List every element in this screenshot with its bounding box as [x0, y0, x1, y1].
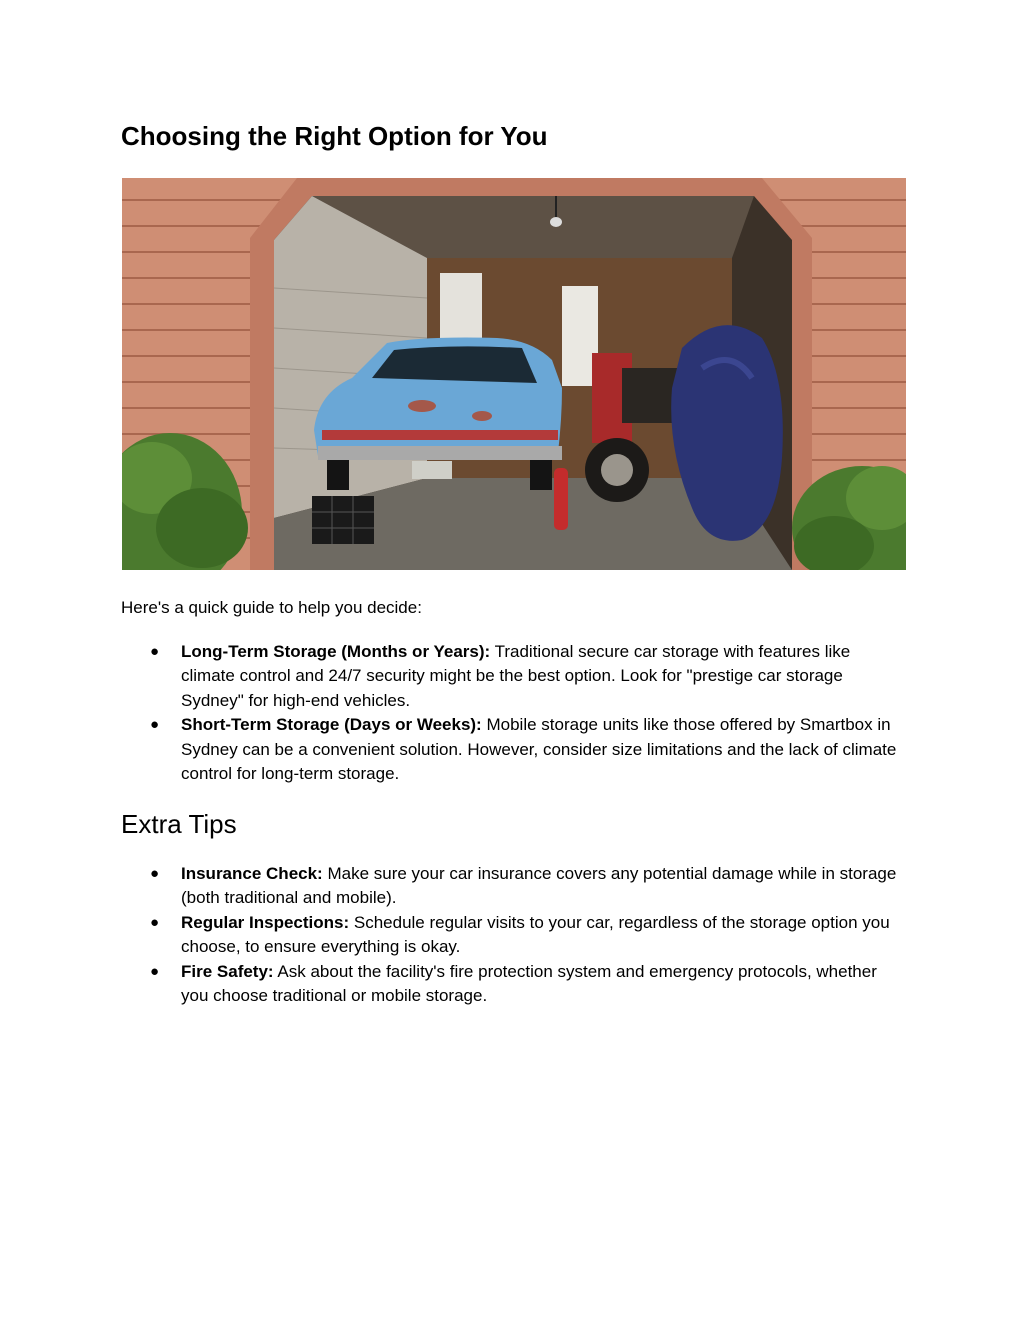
list-item-text: Mobile storage units like those offered by Smartbox in Sydney can be a convenient solution. However, consider size limitations and the lack of climate control for long-term storage. [181, 715, 897, 784]
extra-tips-list [121, 862, 901, 1008]
list-item-text: Ask about the facility's fire protection system and emergency protocols, whether you choose traditional or mobile storage. [181, 961, 877, 1006]
bullet-icon: ● [150, 913, 160, 931]
bullet-icon: ● [150, 962, 160, 980]
list-item-text: Make sure your car insurance covers any potential damage while in storage (both traditional and mobile). [181, 864, 897, 908]
bullet-icon: ● [150, 643, 160, 660]
list-item-label: Insurance Check: [181, 864, 323, 883]
list-item-label: Long-Term Storage (Months or Years): [181, 642, 491, 661]
list-item-label: Regular Inspections: [181, 912, 350, 932]
intro-paragraph: Here's a quick guide to help you decide: [121, 598, 422, 617]
garage-photo [122, 178, 906, 570]
list-item-text: Traditional secure car storage with features like climate control and 24/7 security might be the best option. Look for "prestige car storage Sydney" for high-end vehicles. [181, 642, 851, 710]
list-item-label: Short-Term Storage (Days or Weeks): [181, 715, 482, 735]
list-item [121, 862, 901, 911]
section-heading-extra-tips: Extra Tips [121, 809, 237, 839]
page-title: Choosing the Right Option for You [121, 121, 548, 151]
list-item [121, 911, 901, 960]
list-item-text: Schedule regular visits to your car, regardless of the storage option you choose, to ensure everything is okay. [181, 912, 890, 957]
list-item-label: Fire Safety: [181, 961, 274, 981]
list-item [121, 713, 901, 786]
bullet-icon: ● [150, 865, 160, 882]
storage-options-list [121, 640, 901, 786]
list-item [121, 960, 901, 1009]
bullet-icon: ● [150, 716, 160, 734]
list-item [121, 640, 901, 713]
